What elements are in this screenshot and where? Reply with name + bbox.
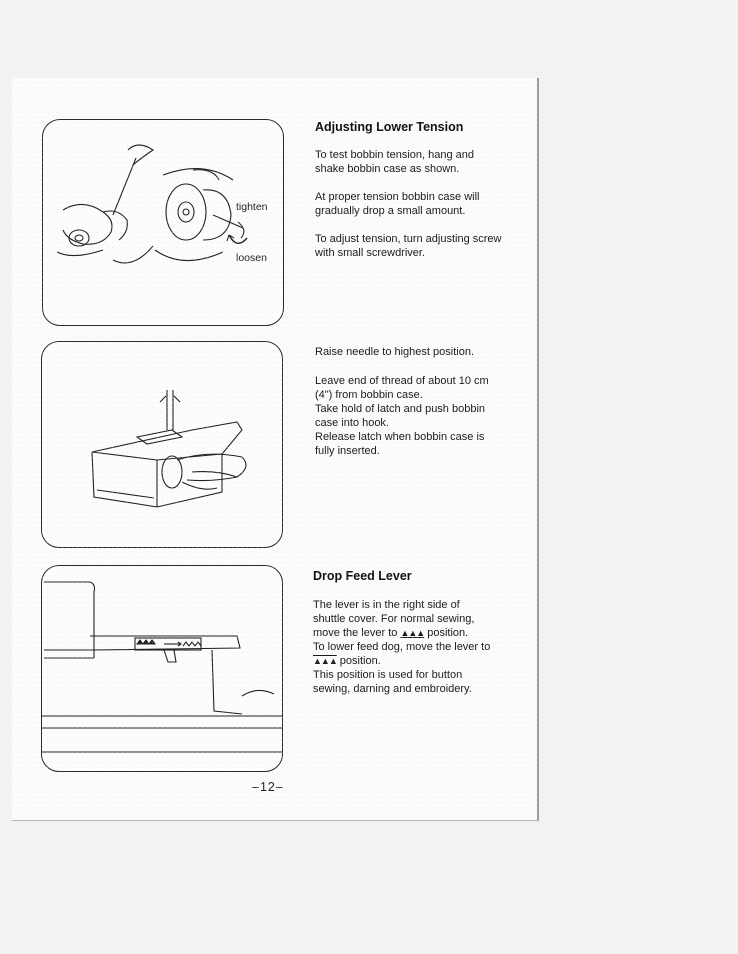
tension-heading: Adjusting Lower Tension <box>315 120 464 134</box>
tighten-label: tighten <box>236 201 268 213</box>
dropfeed-text-2b: position. <box>336 655 381 667</box>
dropfeed-paragraph <box>313 598 495 696</box>
insert-paragraph-2 <box>315 374 505 458</box>
insert-bobbin-illustration <box>42 342 282 547</box>
insert-text-1: Raise needle to highest position. <box>315 346 474 358</box>
dropfeed-text-3: This position is used for button sewing, darning and embroidery. <box>313 669 472 695</box>
figure-drop-feed-lever <box>41 565 283 772</box>
insert-text-4: Release latch when bobbin case is fully inserted. <box>315 431 485 457</box>
dropfeed-text-1a: The lever is in the right side of shuttle cover. For normal sewing, move the lever to <box>313 599 475 639</box>
figure-insert-bobbin-case <box>41 341 283 548</box>
bobbin-tension-illustration <box>43 120 283 325</box>
tension-paragraph-1 <box>315 148 505 176</box>
insert-text-3: Take hold of latch and push bobbin case into hook. <box>315 403 486 429</box>
insert-text-2: Leave end of thread of about 10 cm (4") from bobbin case. <box>315 375 489 401</box>
insert-paragraph-1 <box>315 345 505 359</box>
dropfeed-text-2a: To lower feed dog, move the lever to <box>313 641 491 653</box>
dropfeed-text-2 <box>313 640 495 668</box>
dropfeed-heading: Drop Feed Lever <box>313 569 412 583</box>
loosen-label: loosen <box>236 252 267 264</box>
tension-text-2: At proper tension bobbin case will gradually drop a small amount. <box>315 191 480 217</box>
tension-paragraph-2 <box>315 190 505 218</box>
tension-text-1: To test bobbin tension, hang and shake bobbin case as shown. <box>315 149 475 175</box>
feed-down-symbol: ▲▲▲ <box>313 656 337 666</box>
dropfeed-text-1b: position. <box>424 627 469 639</box>
page-number: –12– <box>252 780 284 794</box>
figure-bobbin-tension <box>42 119 284 326</box>
tension-text-3: To adjust tension, turn adjusting screw with small screwdriver. <box>315 233 502 259</box>
tension-paragraph-3 <box>315 232 505 260</box>
feed-up-symbol: ▲▲▲ <box>400 628 425 638</box>
dropfeed-text-1 <box>313 598 495 640</box>
drop-feed-illustration <box>42 566 282 771</box>
